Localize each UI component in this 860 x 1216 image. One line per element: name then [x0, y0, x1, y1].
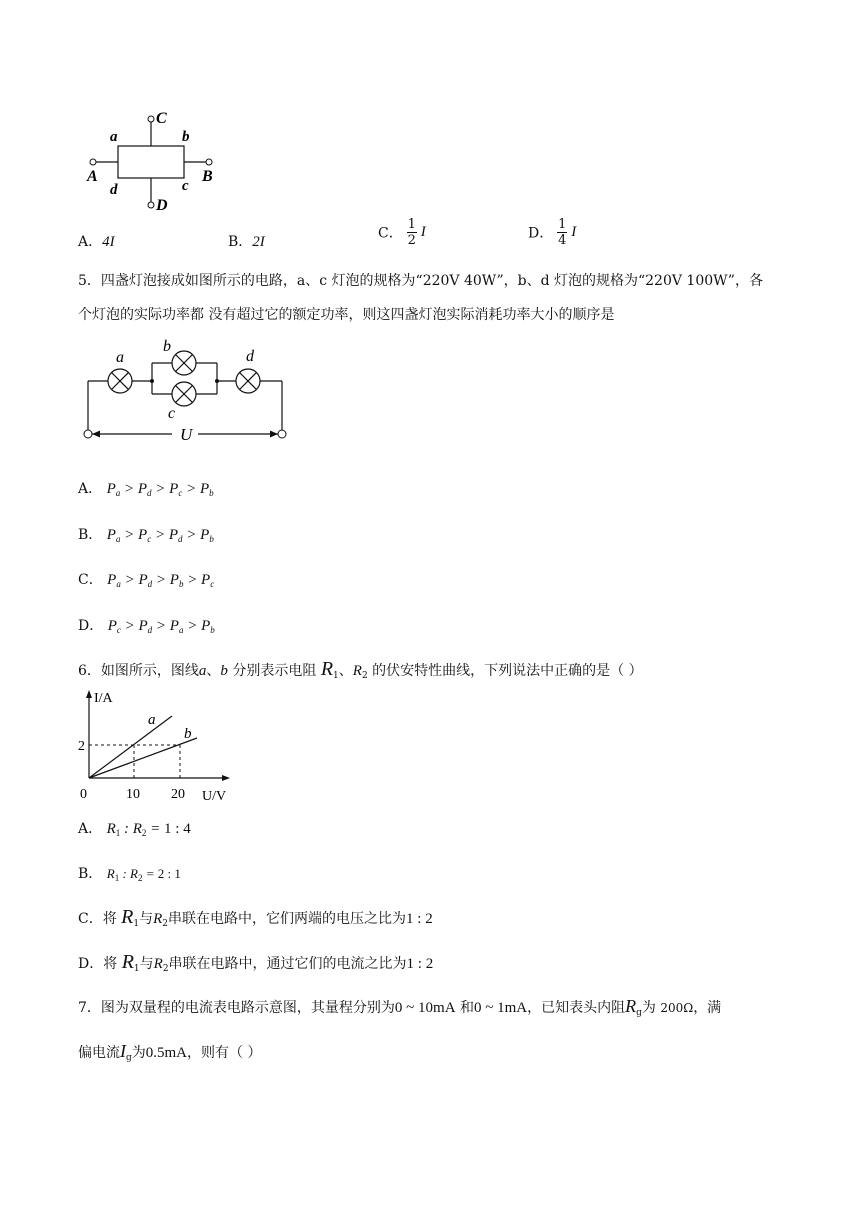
q4-option-a[interactable] — [78, 231, 115, 251]
q6-iu-graph — [76, 688, 242, 804]
q5-label-a: a — [116, 349, 124, 366]
q5-lamp-circuit-figure — [80, 334, 295, 446]
q5-option-b[interactable] — [78, 524, 214, 544]
q4-option-c[interactable] — [378, 217, 426, 248]
q5-stem-line1: 5．四盏灯泡接成如图所示的电路，a、c 灯泡的规格为“220V 40W”，b、d 灯泡的规格为“220V 100W”，各 — [78, 273, 763, 289]
option-label: D． — [78, 618, 104, 634]
numerator: 1 — [558, 217, 567, 232]
q4-label-b: b — [182, 129, 190, 145]
q4-label-a: a — [110, 129, 118, 145]
denominator: 2 — [407, 233, 416, 248]
q6-line-a-label: a — [148, 712, 156, 728]
numerator: 1 — [407, 217, 416, 232]
power-order-expr: $P_a > P_d > P_c > P_b$ — [106, 481, 214, 498]
q6-option-d[interactable]: D．将 $R_1$与$R_2$串联在电路中，通过它们的电流之比为1 : 2 — [78, 951, 434, 974]
q6-x-tick-10: 10 — [126, 787, 140, 802]
option-label: A． — [78, 234, 103, 250]
power-order-expr: $P_a > P_c > P_d > P_b$ — [106, 527, 214, 544]
option-label: D． — [528, 225, 554, 242]
q4-label-d: d — [110, 182, 118, 198]
q6-x-tick-20: 20 — [171, 787, 185, 802]
q5-label-c: c — [168, 405, 176, 422]
option-label: B． — [78, 527, 103, 543]
power-order-expr: $P_c > P_d > P_a > P_b$ — [107, 618, 215, 635]
q5-option-a[interactable] — [78, 478, 214, 498]
q4-label-A: A — [87, 168, 98, 185]
q6-y-axis-label: I/A — [94, 691, 113, 706]
q6-origin: 0 — [80, 787, 87, 802]
q6-option-c[interactable]: C．将 $R_1$与$R_2$串联在电路中，它们两端的电压之比为1 : 2 — [78, 906, 433, 929]
option-label: D．将 — [78, 956, 118, 972]
q4-label-C: C — [156, 110, 167, 127]
option-label: C． — [378, 225, 403, 242]
option-label: B． — [78, 866, 103, 882]
option-unit: I — [571, 224, 577, 240]
q5-option-c[interactable] — [78, 569, 214, 589]
option-value: 4I — [102, 234, 115, 250]
q6-x-axis-label: U/V — [202, 789, 227, 804]
q4-label-B: B — [202, 168, 213, 185]
q5-option-d[interactable] — [78, 615, 215, 635]
power-order-expr: $P_a > P_d > P_b > P_c$ — [107, 572, 215, 589]
fraction — [407, 217, 417, 248]
q4-circuit-figure — [84, 108, 244, 214]
option-label: B． — [228, 234, 253, 250]
ratio-expr: $R_1$ : $R_2 = 2$ : 1 — [106, 866, 181, 883]
q5-label-d: d — [246, 348, 254, 365]
option-label: A． — [78, 821, 103, 837]
q6-option-b[interactable] — [78, 863, 181, 883]
q4-label-c: c — [182, 178, 189, 194]
q6-line-b-label: b — [184, 726, 192, 742]
q5-stem-line2: 个灯泡的实际功率都 没有超过它的额定功率，则这四盏灯泡实际消耗功率大小的顺序是 — [78, 307, 615, 323]
option-value: 2I — [252, 234, 265, 250]
option-unit: I — [420, 224, 426, 240]
q4-label-D: D — [156, 197, 168, 214]
q6-y-tick-2: 2 — [78, 739, 85, 754]
option-label: A． — [78, 481, 103, 497]
ratio-expr: $R_1$ : $R_2 = 1$ : 4 — [106, 821, 191, 838]
option-label: C． — [78, 572, 103, 588]
q5-label-b: b — [163, 338, 171, 355]
q4-option-d[interactable] — [528, 217, 576, 248]
fraction — [557, 217, 567, 248]
q6-option-a[interactable] — [78, 818, 191, 838]
q7-stem-line2: 偏电流$I_g$为0.5mA，则有（ ） — [78, 1041, 262, 1063]
q7-stem-line1: 7．图为双量程的电流表电路示意图，其量程分别为0 ~ 10mA 和0 ~ 1mA，已知表头内阻$R_g$为 200Ω，满 — [78, 996, 722, 1018]
q6-stem: 6．如图所示，图线a、b 分别表示电阻 $R_1$、$R_2$ 的伏安特性曲线，下列说法中正确的是（ ） — [78, 658, 643, 681]
q4-option-b[interactable] — [228, 231, 265, 251]
denominator: 4 — [558, 233, 567, 248]
option-label: C．将 — [78, 911, 117, 927]
q5-label-U: U — [180, 425, 193, 444]
